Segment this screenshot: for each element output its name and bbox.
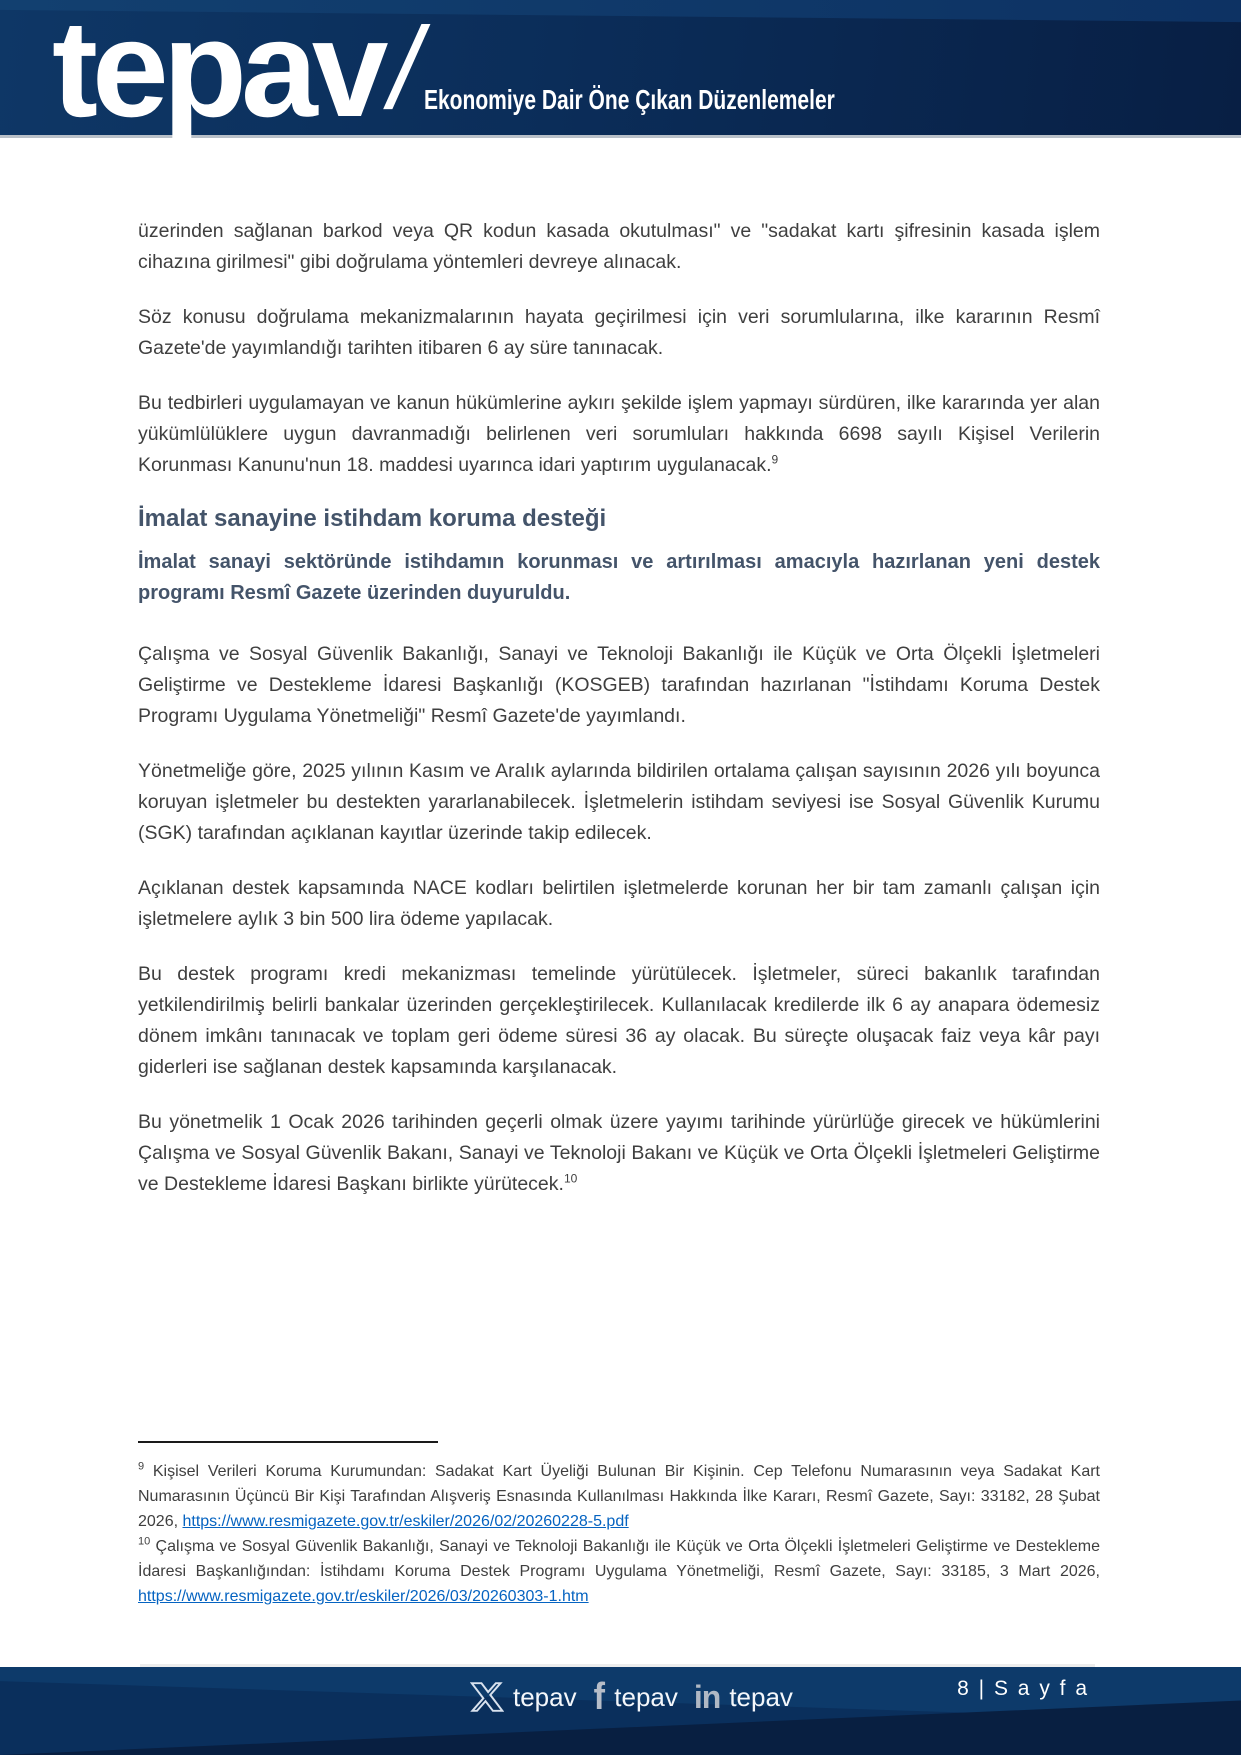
footnote-ref-10: 10 xyxy=(563,1171,578,1186)
footnote-10 xyxy=(138,1534,1100,1609)
footnote-text: Kişisel Verileri Koruma Kurumundan: Sadakat Kart Üyeliği Bulunan Bir Kişinin. Cep Telefonu Numarasının veya Sadakat Kart Numarasının Üçüncü Bir Kişi Tarafından Alışveriş Esnasında Kullanılması Hakkında İlke Kararı, Resmî Gazete, Sayı: 33182, 28 Şubat 2026, xyxy=(138,1463,1100,1530)
footnote-link[interactable]: https://www.resmigazete.gov.tr/eskiler/2026/03/20260303-1.htm xyxy=(138,1588,589,1605)
section-heading: İmalat sanayine istihdam koruma desteği xyxy=(138,505,607,532)
footnote-ref-9: 9 xyxy=(771,452,779,467)
header-tagline: Ekonomiye Dair Öne Çıkan Düzenlemeler xyxy=(424,84,835,115)
paragraph xyxy=(138,639,1100,732)
paragraph-text: Açıklanan destek kapsamında NACE kodları belirtilen işletmelerde korunan her bir tam zamanlı çalışan için işletmelere aylık 3 bin 500 lira ödeme yapılacak. xyxy=(138,877,1100,930)
tepav-logo-slash: / xyxy=(378,3,434,133)
paragraph xyxy=(138,302,1100,364)
paragraph-text: Bu destek programı kredi mekanizması temelinde yürütülecek. İşletmeler, süreci bakanlık tarafından yetkilendirilmiş belirli bankalar üzerinden gerçekleştirilecek. Kullanılacak kredilerde ilk 6 ay anapara ödemesiz dönem imkânı tanınacak ve toplam geri ödeme süresi 36 ay olacak. Bu süreçte oluşacak faiz veya kâr payı giderleri ise sağlanan destek kapsamında karşılanacak. xyxy=(138,963,1100,1078)
page-number: 8 | S a y f a xyxy=(957,1677,1089,1700)
paragraph-text: Söz konusu doğrulama mekanizmalarının hayata geçirilmesi için veri sorumlularına, ilke kararının Resmî Gazete'de yayımlandığı tarihten itibaren 6 ay süre tanınacak. xyxy=(138,306,1100,359)
document-body xyxy=(138,216,1100,1224)
paragraph xyxy=(138,216,1100,278)
paragraph-text: Yönetmeliğe göre, 2025 yılının Kasım ve Aralık aylarında bildirilen ortalama çalışan sayısının 2026 yılı boyunca koruyan işletmeler bu destekten yararlanabilecek. İşletmelerin istihdam seviyesi ise Sosyal Güvenlik Kurumu (SGK) tarafından açıklanan kayıtlar üzerinde takip edilecek. xyxy=(138,760,1100,844)
paragraph-text: Çalışma ve Sosyal Güvenlik Bakanlığı, Sanayi ve Teknoloji Bakanlığı ile Küçük ve Orta Ölçekli İşletmeleri Geliştirme ve Destekleme İdaresi Başkanlığı (KOSGEB) tarafından hazırlanan "İstihdamı Koruma Destek Programı Uygulama Yönetmeliği" Resmî Gazete'de yayımlandı. xyxy=(138,643,1100,727)
footnote-9 xyxy=(138,1459,1100,1534)
page-footer-band xyxy=(0,1667,1241,1755)
social-label: tepav xyxy=(614,1681,678,1712)
linkedin-icon: in xyxy=(693,1679,721,1715)
x-twitter-icon xyxy=(470,1680,504,1714)
footnote-link[interactable]: https://www.resmigazete.gov.tr/eskiler/2026/02/20260228-5.pdf xyxy=(182,1513,629,1530)
social-links xyxy=(470,1676,809,1718)
paragraph xyxy=(138,959,1100,1083)
social-label: tepav xyxy=(513,1681,577,1712)
paragraph-text: üzerinden sağlanan barkod veya QR kodun kasada okutulması" ve "sadakat kartı şifresinin kasada işlem cihazına girilmesi" gibi doğrulama yöntemleri devreye alınacak. xyxy=(138,220,1100,273)
paragraph xyxy=(138,873,1100,935)
tepav-logo-text: tepav xyxy=(52,0,383,146)
paragraph-text: Bu tedbirleri uygulamayan ve kanun hükümlerine aykırı şekilde işlem yapmayı sürdüren, ilke kararında yer alan yükümlülüklere uygun davranmadığı belirlenen veri sorumluları hakkında 6698 sayılı Kişisel Verilerin Korunması Kanunu'nun 18. maddesi uyarınca idari yaptırım uygulanacak. xyxy=(138,392,1100,476)
paragraph xyxy=(138,388,1100,481)
paragraph-text: Bu yönetmelik 1 Ocak 2026 tarihinden geçerli olmak üzere yayımı tarihinde yürürlüğe girecek ve hükümlerini Çalışma ve Sosyal Güvenlik Bakanı, Sanayi ve Teknoloji Bakanı ve Küçük ve Orta Ölçekli İşletmeleri Geliştirme ve Destekleme İdaresi Başkanı birlikte yürütecek. xyxy=(138,1111,1100,1195)
paragraph xyxy=(138,756,1100,849)
facebook-icon: f xyxy=(593,1676,605,1718)
footnote-text: Çalışma ve Sosyal Güvenlik Bakanlığı, Sanayi ve Teknoloji Bakanlığı ile Küçük ve Orta Ölçekli İşletmeleri Geliştirme ve Destekleme İdaresi Başkanlığından: İstihdamı Koruma Destek Programı Uygulama Yönetmeliği, Resmî Gazete, Sayı: 33185, 3 Mart 2026, xyxy=(138,1538,1100,1580)
social-link-linkedin[interactable] xyxy=(694,1680,793,1714)
footnote-number: 10 xyxy=(138,1535,151,1548)
section-lead: İmalat sanayi sektöründe istihdamın korunması ve artırılması amacıyla hazırlanan yeni destek programı Resmî Gazete üzerinden duyuruldu. xyxy=(138,551,1100,604)
social-link-facebook[interactable] xyxy=(593,1676,678,1718)
footnotes-section xyxy=(138,1441,1100,1609)
social-link-x[interactable] xyxy=(470,1680,577,1714)
tepav-logo xyxy=(52,0,434,146)
footnote-number: 9 xyxy=(138,1460,145,1473)
social-label: tepav xyxy=(729,1681,793,1712)
paragraph xyxy=(138,1107,1100,1200)
footnote-divider xyxy=(138,1441,438,1443)
